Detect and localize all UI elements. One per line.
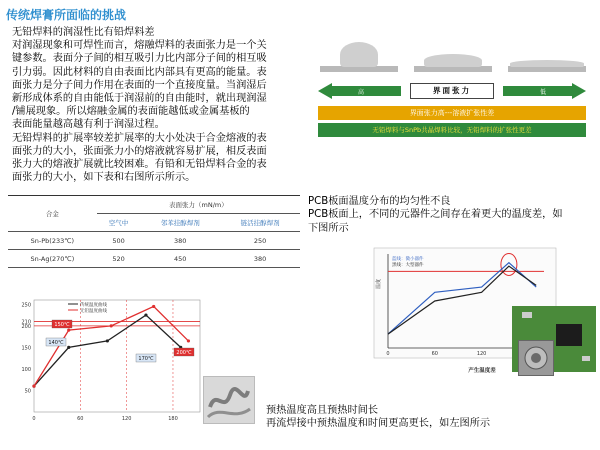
para-line: 键参数。表面分子间的相互吸引力比内部分子间的相互吸 (12, 53, 267, 65)
para-line: 无铅焊料的扩展率较差扩展率的大小处决于合金熔液的表 (12, 132, 267, 144)
x-axis-label: 产生温度差 (468, 368, 496, 374)
solder-droplet-low (510, 60, 584, 67)
table-subheader: 链活挂醇焊剂 (220, 214, 300, 232)
y-tick-label: 200 (21, 323, 31, 330)
table-cell: 500 (97, 232, 141, 250)
table-header-group: 表面张力（mN/m） (97, 196, 300, 214)
intro-paragraph (12, 26, 300, 184)
data-point (144, 313, 147, 316)
x-tick-label: 0 (386, 351, 390, 357)
smd-component (522, 312, 532, 318)
solder-droplet-high (340, 42, 378, 67)
tension-arrow-row (318, 83, 586, 99)
para-line: /铺展现象。所以熔融金属的表面能越低或金属基板的 (12, 106, 250, 118)
data-point (106, 339, 109, 342)
arrow-left-icon (318, 83, 332, 99)
annotation-label: 200℃ (176, 350, 192, 356)
table-cell: 250 (220, 232, 300, 250)
x-tick-label: 0 (32, 416, 36, 422)
table-cell: 380 (220, 250, 300, 268)
x-tick-label: 60 (77, 416, 84, 422)
y-tick-label: 50 (24, 388, 31, 395)
para-line: 引力弱。因此材料的自由表面比内部具有更高的能量。表 (12, 66, 267, 78)
table-cell: 520 (97, 250, 141, 268)
para-line: 面张力的大小，张面张力小的熔液就容易扩展，相反表面 (12, 145, 267, 157)
data-point (152, 305, 155, 308)
arrow-left-body (331, 86, 401, 96)
legend-label: 黑线：大型器件 (392, 263, 424, 268)
reflow-profile-chart (4, 296, 204, 428)
legend-label: 蓝线：微小器件 (392, 257, 424, 262)
pcb-line: PCB板面上，不同的元器件之间存在着更大的温度差，如 (308, 209, 563, 221)
data-point (67, 329, 70, 332)
leadfree-note-bar: 无铅焊料与SnPb共晶焊料比较，无铅焊料的扩张性更差 (318, 123, 586, 137)
x-tick-label: 120 (476, 351, 487, 357)
arrow-right-icon (572, 83, 586, 99)
pcb-line: 下图所示 (308, 222, 349, 234)
annotation-label: 140℃ (48, 340, 64, 346)
surface-tension-table (8, 195, 300, 268)
x-tick-label: 180 (168, 416, 178, 422)
preheat-text-block (266, 404, 490, 431)
arrow-left-label: 高 (358, 89, 365, 96)
table-subheader: 邻苯挂醇焊剂 (140, 214, 220, 232)
data-point (32, 385, 35, 388)
data-point (110, 324, 113, 327)
para-line: 无铅焊料的润湿性比有铅焊料差 (12, 27, 155, 38)
table-header-alloy: 合金 (8, 196, 97, 232)
annotation-label: 170℃ (138, 356, 154, 362)
data-point (67, 346, 70, 349)
tension-note-bar: 界面张力高---溶液扩张性差 (318, 106, 586, 120)
y-tick-label: 100 (21, 366, 31, 373)
table-cell: Sn-Pb(233℃) (8, 232, 97, 250)
y-tick-label: 210 (21, 319, 31, 326)
arrow-right-body (503, 86, 573, 96)
solder-joint-photo (518, 340, 554, 376)
legend-label: 无铅温度曲线 (80, 309, 107, 314)
y-tick-label: 150 (21, 345, 31, 352)
solder-droplet-mid (424, 54, 482, 67)
interface-tension-label: 界面张力 (410, 83, 494, 99)
table-row (8, 250, 300, 268)
solder-sample-photo (203, 376, 255, 424)
table-cell: 380 (140, 232, 220, 250)
para-line: 对润湿现象和可焊性而言，熔融焊料的表面张力是一个关 (12, 40, 267, 52)
para-line: 新形成体系的自由能低于润湿前的自由能时，就出现润湿 (12, 93, 267, 105)
pcb-text-block (308, 195, 563, 235)
para-line: 面张力的大小，如下表和右图所示所示。 (12, 172, 196, 184)
para-line: 张力大的熔液扩展就比较困难。有铅和无铅焊料合金的表 (12, 159, 267, 171)
preheat-line: 再流焊接中预热温度和时间更高更长，如左图所示 (266, 418, 491, 430)
x-tick-label: 120 (121, 416, 132, 422)
x-tick-label: 60 (431, 351, 438, 357)
annotation-label: 150℃ (54, 322, 70, 328)
preheat-line: 预热温度高且预热时间长 (266, 405, 379, 416)
wetting-schematic (318, 36, 586, 150)
y-tick-label: 250 (21, 302, 31, 309)
legend-label: 传统温度曲线 (80, 303, 107, 308)
para-line: 表面能量越高越有利于润湿过程。 (12, 119, 165, 131)
smd-component (582, 356, 590, 361)
data-point (187, 339, 190, 342)
arrow-right-label: 低 (539, 89, 546, 96)
y-axis-label: 温度 (376, 278, 382, 290)
para-line: 面张力是分子间力作用在表面的一个直接度量。当润湿后 (12, 79, 267, 91)
table-cell: 450 (140, 250, 220, 268)
table-row (8, 232, 300, 250)
table-cell: Sn-Ag(270℃) (8, 250, 97, 268)
ic-chip (556, 324, 582, 346)
page-title: 传统焊膏所面临的挑战 (6, 8, 127, 22)
table-subheader: 空气中 (97, 214, 141, 232)
pcb-line: PCB板面温度分布的均匀性不良 (308, 196, 451, 207)
